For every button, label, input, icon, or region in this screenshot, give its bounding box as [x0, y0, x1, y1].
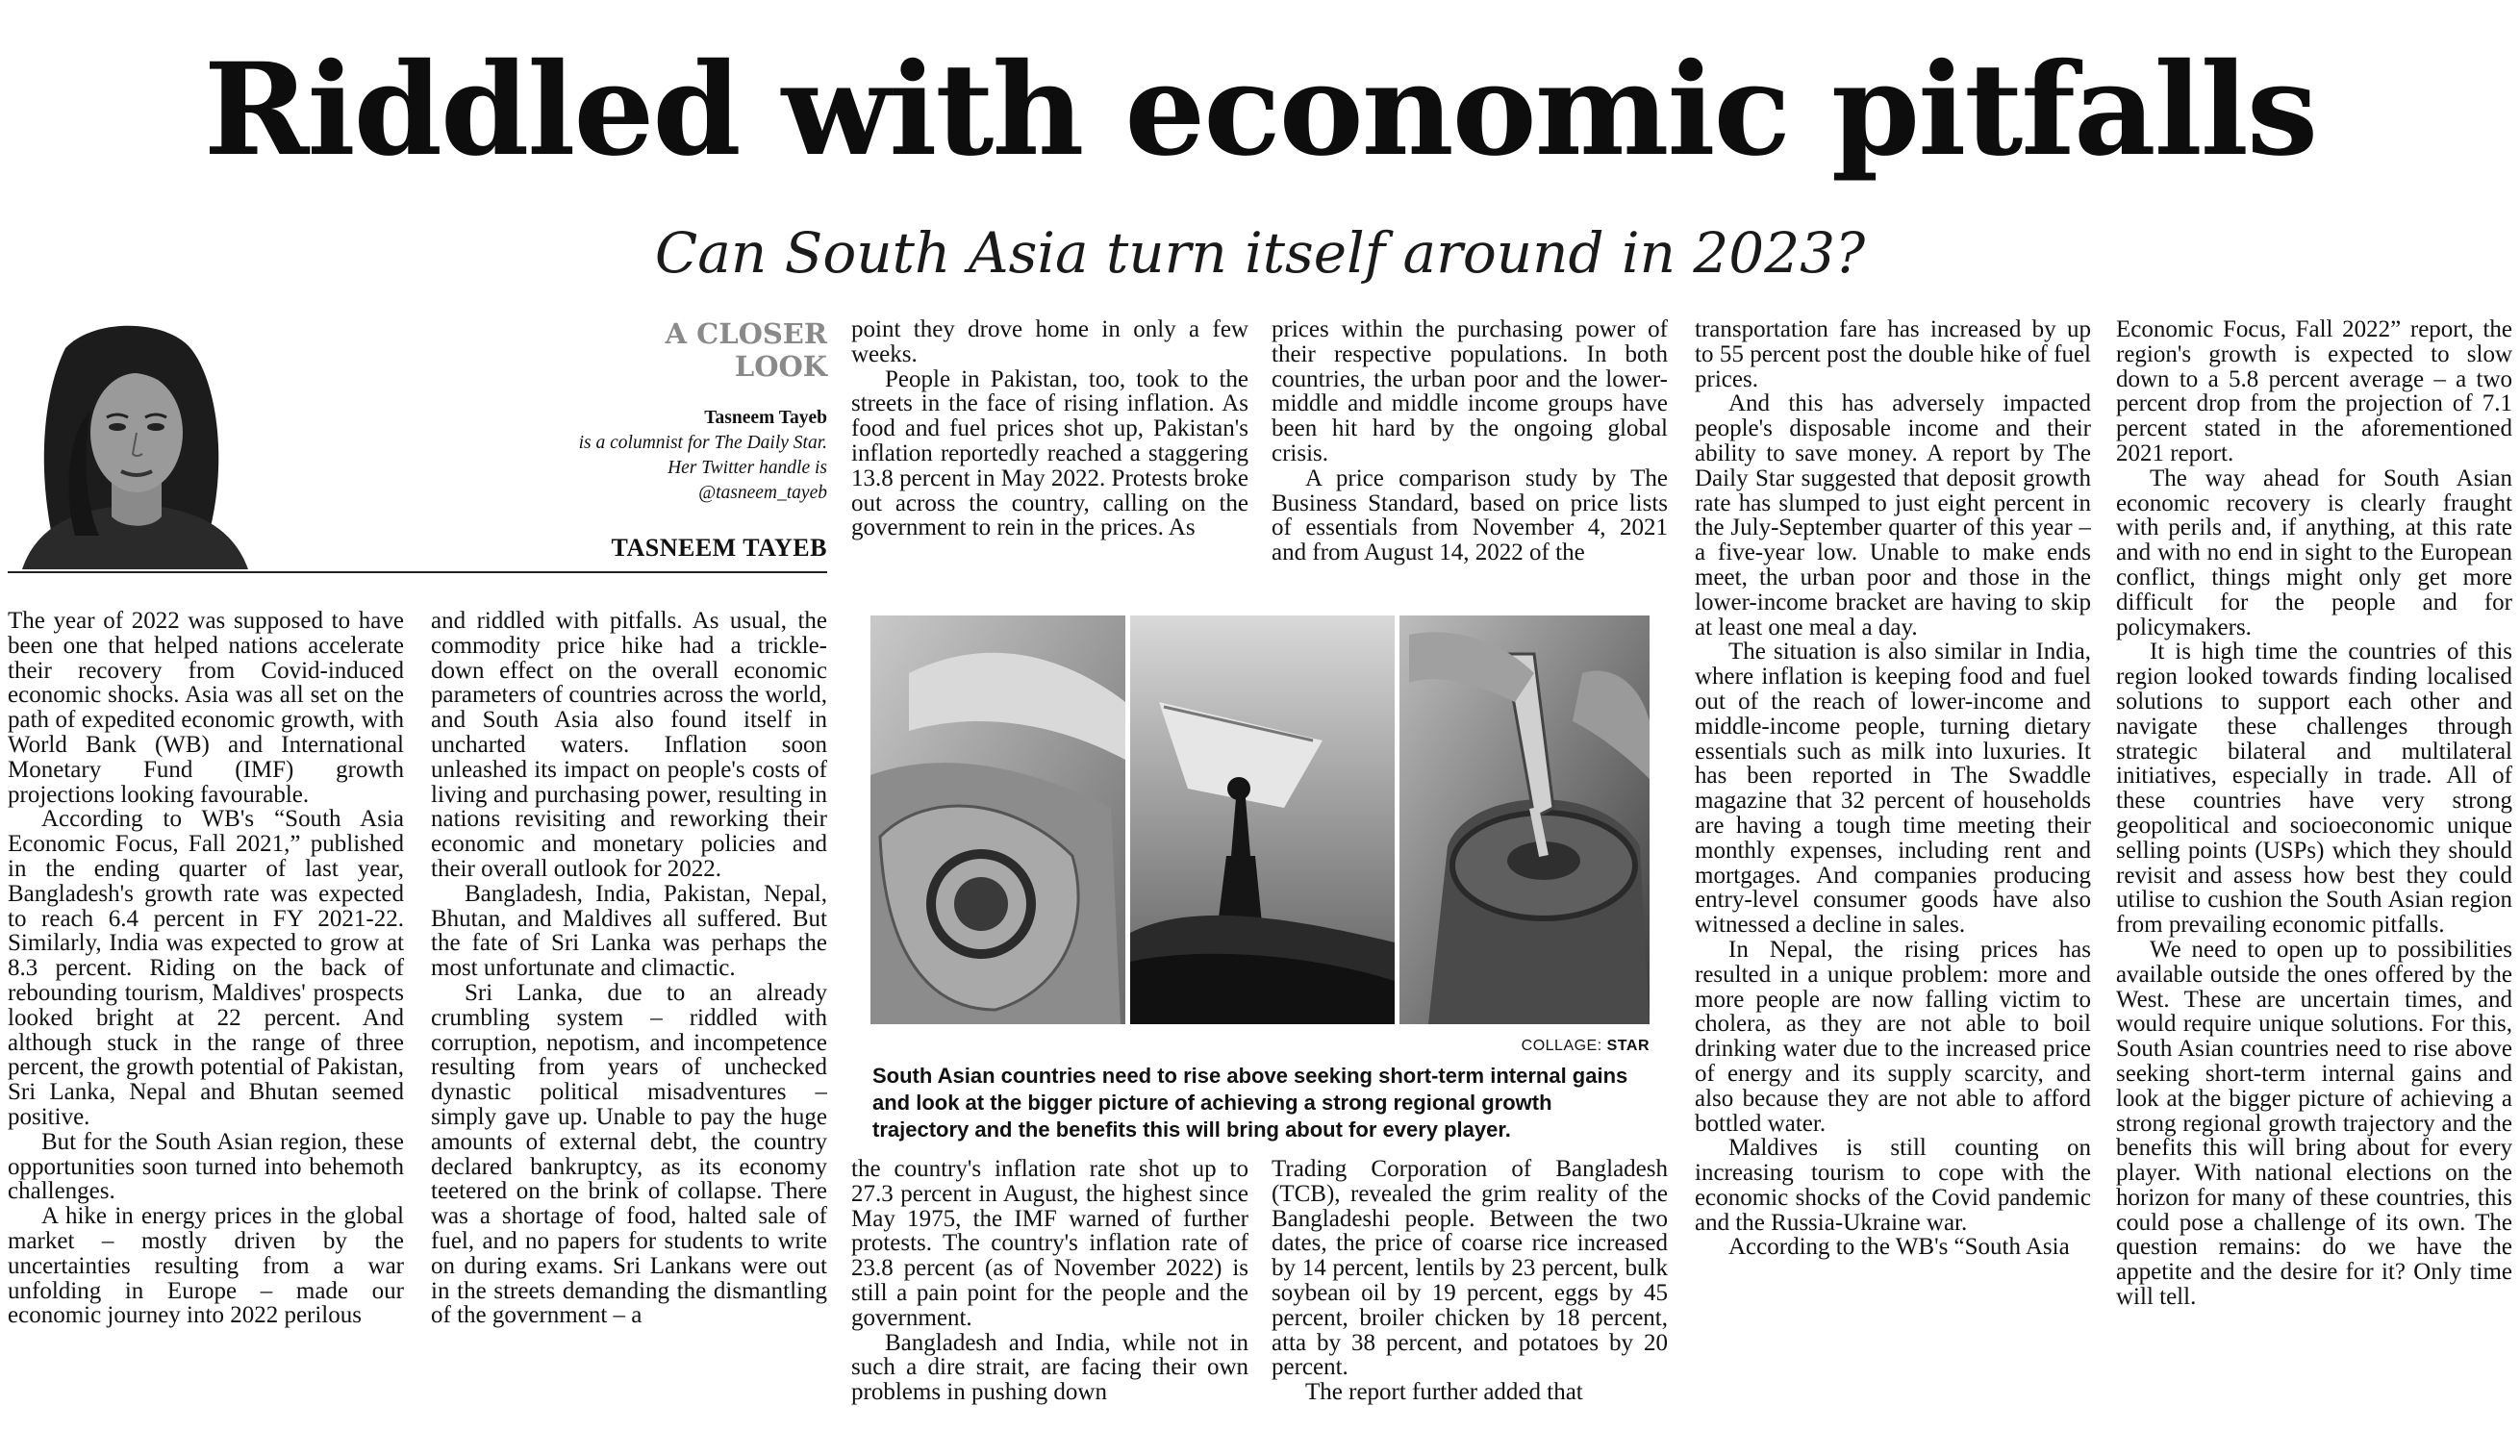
paragraph: The report further added that — [1305, 1379, 1583, 1406]
photo-credit — [1424, 1037, 1650, 1056]
paragraph: But for the South Asian region, these opportunities soon turned into behemoth challenges. — [8, 1128, 404, 1205]
paragraph: In Nepal, the rising prices has resulted in a unique problem: more and more people are now falling victim to cholera, as they are not able to boil drinking water due to the increased price of energy and its supply scarcity, and also because they are not able to afford bottled water. — [1695, 936, 2091, 1137]
paragraph: Maldives is still counting on increasing tourism to cope with the economic shocks of the Covid pandemic and the Russia-Ukraine war. — [1695, 1135, 2091, 1236]
paragraph: And this has adversely impacted people's disposable income and their ability to save money. A report by The Daily Star suggested that deposit growth rate has slumped to just eight percent in the July-September quarter of this year – a five-year low. Unable to make ends meet, the urban poor and those in the lower-income bracket are having to skip at least one meal a day. — [1695, 390, 2091, 640]
article-column-2 — [431, 609, 827, 1455]
paragraph: It is high time the countries of this region looked towards finding localised solutions to support each other and navigate these challenges through strategic bilateral and multilateral initiatives, especially in trade. All of these countries have very strong geopolitical and socioeconomic unique selling points (USPs) which they should revisit and assess how best they could utilise to cushion the South Asian region from prevailing economic pitfalls. — [2116, 639, 2512, 939]
article-column-5 — [1695, 317, 2091, 1456]
paragraph: The situation is also similar in India, where inflation is keeping food and fuel out of the reach of lower-income and middle-income people, turning dietary essentials such as milk into luxuries. It has been reported in The Swaddle magazine that 32 percent of households are having a tough time meeting their monthly expenses, including rent and mortgages. And companies producing entry-level consumer goods have also witnessed a decline in sales. — [1695, 639, 2091, 939]
paragraph: transportation fare has increased by up to 55 percent post the double hike of fuel prices. — [1695, 317, 2091, 392]
article-column-6 — [2116, 317, 2512, 1456]
article-column-1 — [8, 609, 404, 1455]
paragraph: According to the WB's “South Asia — [1728, 1234, 2070, 1261]
paragraph: According to WB's “South Asia Economic Focus, Fall 2021,” published in the ending quarter of last year, Bangladesh's growth rate was expected to reach 6.4 percent in FY 2021-22. Similarly, India was expected to grow at 8.3 percent. Riding on the back of rebounding tourism, Maldives' prospects looked bright at 22 percent. And although stuck in the range of three percent, the growth potential of Pakistan, Sri Lanka, Nepal and Bhutan seemed positive. — [8, 806, 404, 1130]
kicker-line-1: A CLOSER — [665, 317, 827, 350]
paragraph: Bangladesh and India, while not in such a dire strait, are facing their own problems in pushing down — [851, 1329, 1248, 1406]
kicker-line-2: LOOK — [734, 350, 827, 383]
bio-author-name: Tasneem Tayeb — [704, 408, 827, 428]
author-box — [8, 310, 827, 569]
bio-line: Her Twitter handle is — [668, 458, 827, 478]
bio-line: is a columnist for The Daily Star. — [578, 433, 827, 453]
byline: TASNEEM TAYEB — [611, 534, 827, 562]
paragraph: Sri Lanka, due to an already crumbling system – riddled with corruption, nepotism, and incompetence resulting from years of unchecked dynastic political misadventures – simply gave up. Unable to pay the huge amounts of external debt, the country declared bankruptcy, as its economy teetered on the brink of collapse. There was a shortage of food, halted sale of fuel, and no papers for students to write on during exams. Sri Lankans were out in the streets demanding the dismantling of the government – a — [431, 979, 827, 1329]
article-column-4-top — [1272, 317, 1668, 587]
paragraph: Trading Corporation of Bangladesh (TCB), revealed the grim reality of the Bangladeshi people. Between the two dates, the price of coarse rice increased by 14 percent, lentils by 23 percent, bulk soybean oil by 19 percent, eggs by 45 percent, broiler chicken by 18 percent, atta by 38 percent, and potatoes by 20 percent. — [1272, 1157, 1668, 1381]
credit-label: COLLAGE: — [1521, 1038, 1602, 1054]
paragraph: People in Pakistan, too, took to the streets in the face of rising inflation. As food and fuel prices shot up, Pakistan's inflation reportedly reached a staggering 13.8 percent in May 2022. Protests broke out across the country, calling on the government to rein in the prices. As — [851, 365, 1248, 541]
credit-source: STAR — [1606, 1038, 1650, 1054]
paragraph: the country's inflation rate shot up to 27.3 percent in August, the highest since May 1975, the IMF warned of further protests. The country's inflation rate of 23.8 percent (as of November 2022) is still a pain point for the people and the government. — [851, 1157, 1248, 1331]
paragraph: A hike in energy prices in the global market – mostly driven by the uncertainties resulting from a war unfolding in Europe – made our economic journey into 2022 perilous — [8, 1203, 404, 1329]
paragraph: The year of 2022 was supposed to have been one that helped nations accelerate their recovery from Covid-induced economic shocks. Asia was all set on the path of expedited economic growth, with World Bank (WB) and International Monetary Fund (IMF) growth projections looking favourable. — [8, 609, 404, 808]
paragraph: and riddled with pitfalls. As usual, the commodity price hike had a trickle-down effect on the overall economic parameters of countries across the world, and South Asia also found itself in uncharted waters. Inflation soon unleashed its impact on people's costs of living and purchasing power, resulting in nations revisiting and reworking their economic and monetary policies and their overall outlook for 2022. — [431, 609, 827, 882]
paragraph: Bangladesh, India, Pakistan, Nepal, Bhutan, and Maldives all suffered. But the fate of Sri Lanka was perhaps the most unfortunate and climactic. — [431, 880, 827, 982]
subheadline: Can South Asia turn itself around in 2023? — [654, 220, 1866, 286]
article-column-3-top — [851, 317, 1248, 587]
headline: Riddled with economic pitfalls — [203, 36, 2317, 185]
paragraph: prices within the purchasing power of their respective populations. In both countries, the urban poor and the lower-middle and middle income groups have been hit hard by the ongoing global crisis. — [1272, 317, 1668, 466]
paragraph: We need to open up to possibilities available outside the ones offered by the West. These are uncertain times, and would require unique solutions. For this, South Asian countries need to rise above seeking short-term internal gains and look at the bigger picture of achieving a strong regional growth trajectory and the benefits this will bring about for every player. With national elections on the horizon for many of these countries, this could pose a challenge of its own. The question remains: do we have the appetite and the desire for it? Only time will tell. — [2116, 936, 2512, 1311]
photo-caption: South Asian countries need to rise above seeking short-term internal gains and look at the bigger picture of achieving a strong regional growth trajectory and the benefits this will bring about for every player. — [872, 1064, 1628, 1142]
paragraph: The way ahead for South Asian economic recovery is clearly fraught with perils and, if anything, at this rate and with no end in sight to the European conflict, things might only get more difficult for the people and for policymakers. — [2116, 464, 2512, 640]
paragraph: A price comparison study by The Business Standard, based on price lists of essentials from November 4, 2021 and from August 14, 2022 of the — [1272, 464, 1668, 566]
paragraph: Economic Focus, Fall 2022” report, the region's growth is expected to slow down to a 5.8 percent average – a two percent drop from the projection of 7.1 percent stated in the aforementioned 2021 report. — [2116, 317, 2512, 466]
photo-collage — [870, 615, 1650, 1024]
byline-rule — [8, 571, 827, 573]
author-bio — [462, 406, 827, 506]
article-column-3-bottom — [851, 1157, 1248, 1456]
author-photo — [8, 310, 258, 569]
bio-twitter-handle: @tasneem_tayeb — [698, 483, 827, 503]
article-column-4-bottom — [1272, 1157, 1668, 1456]
section-kicker — [587, 317, 827, 383]
paragraph: point they drove home in only a few weeks. — [851, 317, 1248, 367]
